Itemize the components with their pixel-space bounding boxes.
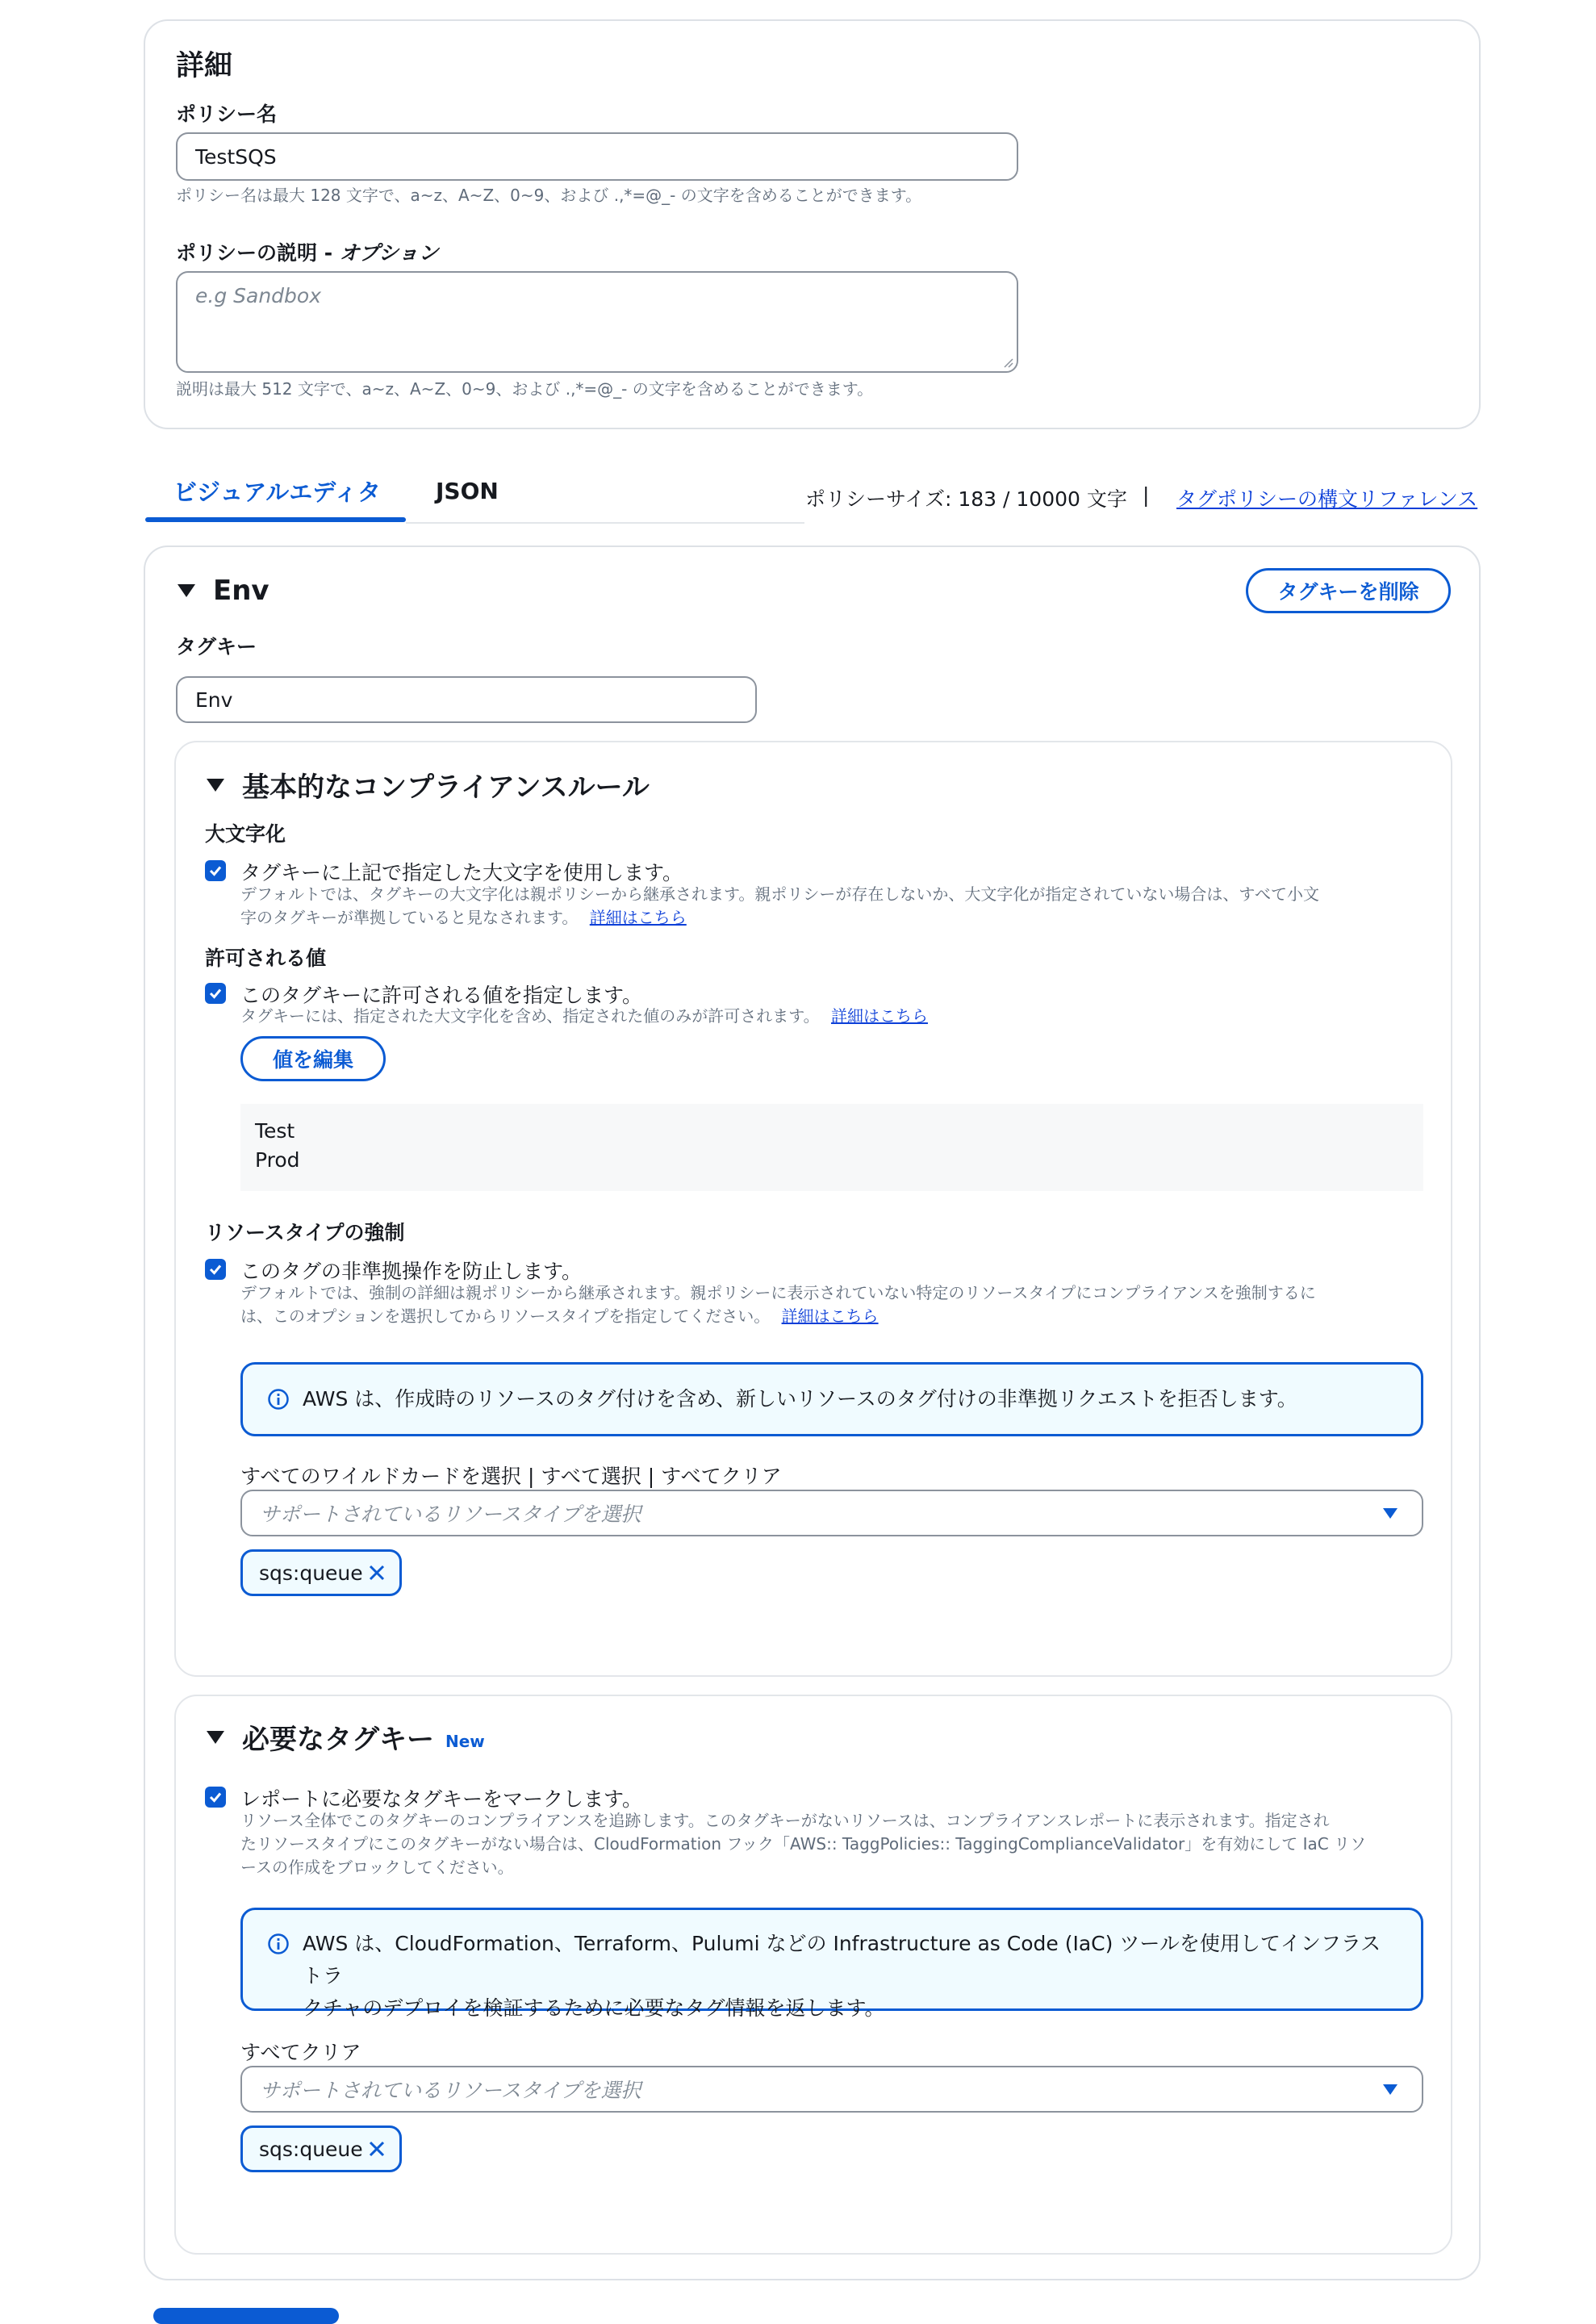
checkmark-icon xyxy=(208,1262,223,1277)
tag-key-label: タグキー xyxy=(176,635,257,658)
resource-type-select[interactable] xyxy=(240,1490,1423,1536)
required-title: 必要なタグキー xyxy=(242,1724,434,1756)
info-icon xyxy=(267,1933,290,1955)
capitalization-checkbox-label: タグキーに上記で指定した大文字を使用します。 xyxy=(240,861,683,884)
token-label: sqs:queue xyxy=(259,2137,363,2161)
edit-values-button[interactable]: 値を編集 xyxy=(240,1036,386,1081)
details-panel xyxy=(144,19,1481,429)
policy-name-help: ポリシー名は最大 128 文字で、a~z、A~Z、0~9、および .,*=@_- の文字を含めることができます。 xyxy=(176,186,922,205)
required-resource-type-placeholder: サポートされているリソースタイプを選択 xyxy=(260,2079,641,2102)
primary-button-partial[interactable] xyxy=(153,2308,339,2324)
caret-down-icon xyxy=(1383,2084,1398,2095)
required-resource-type-token xyxy=(240,2125,402,2172)
required-info-alert xyxy=(240,1908,1423,2020)
learn-more-link[interactable]: 詳細はこちら xyxy=(589,908,687,927)
checkmark-icon xyxy=(208,863,223,878)
allowed-values-list xyxy=(240,1104,1423,1191)
allowed-help-line xyxy=(240,1005,928,1028)
policy-name-label: ポリシー名 xyxy=(176,102,278,126)
resize-handle-icon[interactable] xyxy=(1002,357,1013,368)
tag-section-title: Env xyxy=(213,575,269,607)
checkmark-icon xyxy=(208,1790,223,1804)
enforce-label: リソースタイプの強制 xyxy=(205,1221,405,1244)
description-placeholder: e.g Sandbox xyxy=(195,284,322,307)
required-help-3: ースの作成をブロックしてください。 xyxy=(240,1858,514,1877)
close-icon[interactable] xyxy=(367,1563,386,1582)
capitalization-checkbox[interactable] xyxy=(205,860,226,881)
close-icon[interactable] xyxy=(367,2139,386,2159)
description-textarea[interactable] xyxy=(176,271,1018,373)
compliance-header[interactable] xyxy=(207,765,650,805)
compliance-rules-panel xyxy=(174,741,1452,1677)
tabs-divider xyxy=(406,522,804,524)
capitalization-help-line-2 xyxy=(240,906,687,930)
enforce-help-line-2 xyxy=(240,1305,879,1328)
allowed-values-checkbox-label: このタグキーに許可される値を指定します。 xyxy=(240,984,643,1007)
allowed-value-item: Prod xyxy=(255,1148,300,1172)
collapse-triangle-icon xyxy=(178,584,195,597)
caret-down-icon xyxy=(1383,1508,1398,1519)
allowed-values-checkbox[interactable] xyxy=(205,983,226,1004)
details-heading: 詳細 xyxy=(176,50,233,82)
capitalization-help-2: 字のタグキーが準拠していると見なされます。 xyxy=(240,908,579,927)
collapse-triangle-icon xyxy=(207,1731,224,1744)
token-label: sqs:queue xyxy=(259,1561,363,1585)
description-help: 説明は最大 512 文字で、a~z、A~Z、0~9、および .,*=@_- の文字を含めることができます。 xyxy=(176,379,874,399)
required-tag-key-panel xyxy=(174,1695,1452,2255)
enforce-info-alert xyxy=(240,1362,1423,1436)
learn-more-link[interactable]: 詳細はこちら xyxy=(781,1306,879,1326)
learn-more-link[interactable]: 詳細はこちら xyxy=(830,1006,928,1026)
description-label xyxy=(176,237,439,266)
required-checkbox[interactable] xyxy=(205,1787,226,1808)
compliance-title: 基本的なコンプライアンスルール xyxy=(242,771,650,804)
delete-tag-key-button[interactable]: タグキーを削除 xyxy=(1246,568,1451,613)
required-help-1: リソース全体でこのタグキーのコンプライアンスを追跡します。このタグキーがないリソースは、コンプライアンスレポートに表示されます。指定され xyxy=(240,1811,1330,1830)
required-help-2: たリソースタイプにこのタグキーがない場合は、CloudFormation フック「AWS:: TaggPolicies:: TaggingComplianceValidator」を有効にして IaC リソ xyxy=(240,1834,1367,1854)
required-resource-type-select[interactable] xyxy=(240,2066,1423,2113)
tab-visual-editor[interactable]: ビジュアルエディタ xyxy=(173,479,381,506)
collapse-triangle-icon xyxy=(207,779,224,792)
required-info-line-1: AWS は、CloudFormation、Terraform、Pulumi などの Infrastructure as Code (IaC) ツールを使用してインフラストラ xyxy=(303,1932,1381,1988)
tag-key-panel xyxy=(144,545,1481,2280)
enforce-help-2: は、このオプションを選択してからリソースタイプを指定してください。 xyxy=(240,1306,771,1326)
required-info-line-2: クチャのデプロイを検証するために必要なタグ情報を返します。 xyxy=(303,1996,885,2020)
policy-size-text: ポリシーサイズ: 183 / 10000 文字 xyxy=(805,487,1127,511)
allowed-values-label: 許可される値 xyxy=(205,947,327,970)
resource-type-token xyxy=(240,1549,402,1596)
description-label-main: ポリシーの説明 - xyxy=(176,241,340,265)
select-actions[interactable]: すべてのワイルドカードを選択 | すべて選択 | すべてクリア xyxy=(240,1465,782,1488)
enforce-checkbox[interactable] xyxy=(205,1259,226,1280)
syntax-reference-link[interactable]: タグポリシーの構文リファレンス xyxy=(1176,487,1478,511)
allowed-value-item: Test xyxy=(255,1119,295,1143)
tabs-separator: | xyxy=(1143,483,1150,507)
required-checkbox-label: レポートに必要なタグキーをマークします。 xyxy=(240,1787,643,1811)
checkmark-icon xyxy=(208,986,223,1001)
info-icon xyxy=(267,1388,290,1411)
enforce-checkbox-label: このタグの非準拠操作を防止します。 xyxy=(240,1260,583,1283)
tag-section-header[interactable] xyxy=(178,575,269,607)
tab-json[interactable]: JSON xyxy=(436,478,499,504)
clear-all-link[interactable]: すべてクリア xyxy=(240,2041,361,2064)
new-badge: New xyxy=(445,1731,485,1751)
resource-type-placeholder: サポートされているリソースタイプを選択 xyxy=(260,1503,641,1526)
tag-key-input[interactable] xyxy=(176,676,757,723)
capitalization-label: 大文字化 xyxy=(205,822,286,846)
allowed-help: タグキーには、指定された大文字化を含め、指定された値のみが許可されます。 xyxy=(240,1006,820,1026)
policy-name-value: TestSQS xyxy=(195,144,277,169)
description-label-optional: オプション xyxy=(339,241,439,265)
required-header[interactable] xyxy=(207,1717,485,1757)
tag-key-value: Env xyxy=(195,688,233,712)
policy-name-input[interactable] xyxy=(176,132,1018,181)
enforce-help-1: デフォルトでは、強制の詳細は親ポリシーから継承されます。親ポリシーに表示されていない特定のリソースタイプにコンプライアンスを強制するに xyxy=(240,1283,1316,1302)
tab-visual-underline xyxy=(145,517,406,522)
capitalization-help-1: デフォルトでは、タグキーの大文字化は親ポリシーから継承されます。親ポリシーが存在しないか、大文字化が指定されていない場合は、すべて小文 xyxy=(240,884,1319,904)
enforce-info-text: AWS は、作成時のリソースのタグ付けを含め、新しいリソースのタグ付けの非準拠リクエストを拒否します。 xyxy=(303,1387,1297,1411)
